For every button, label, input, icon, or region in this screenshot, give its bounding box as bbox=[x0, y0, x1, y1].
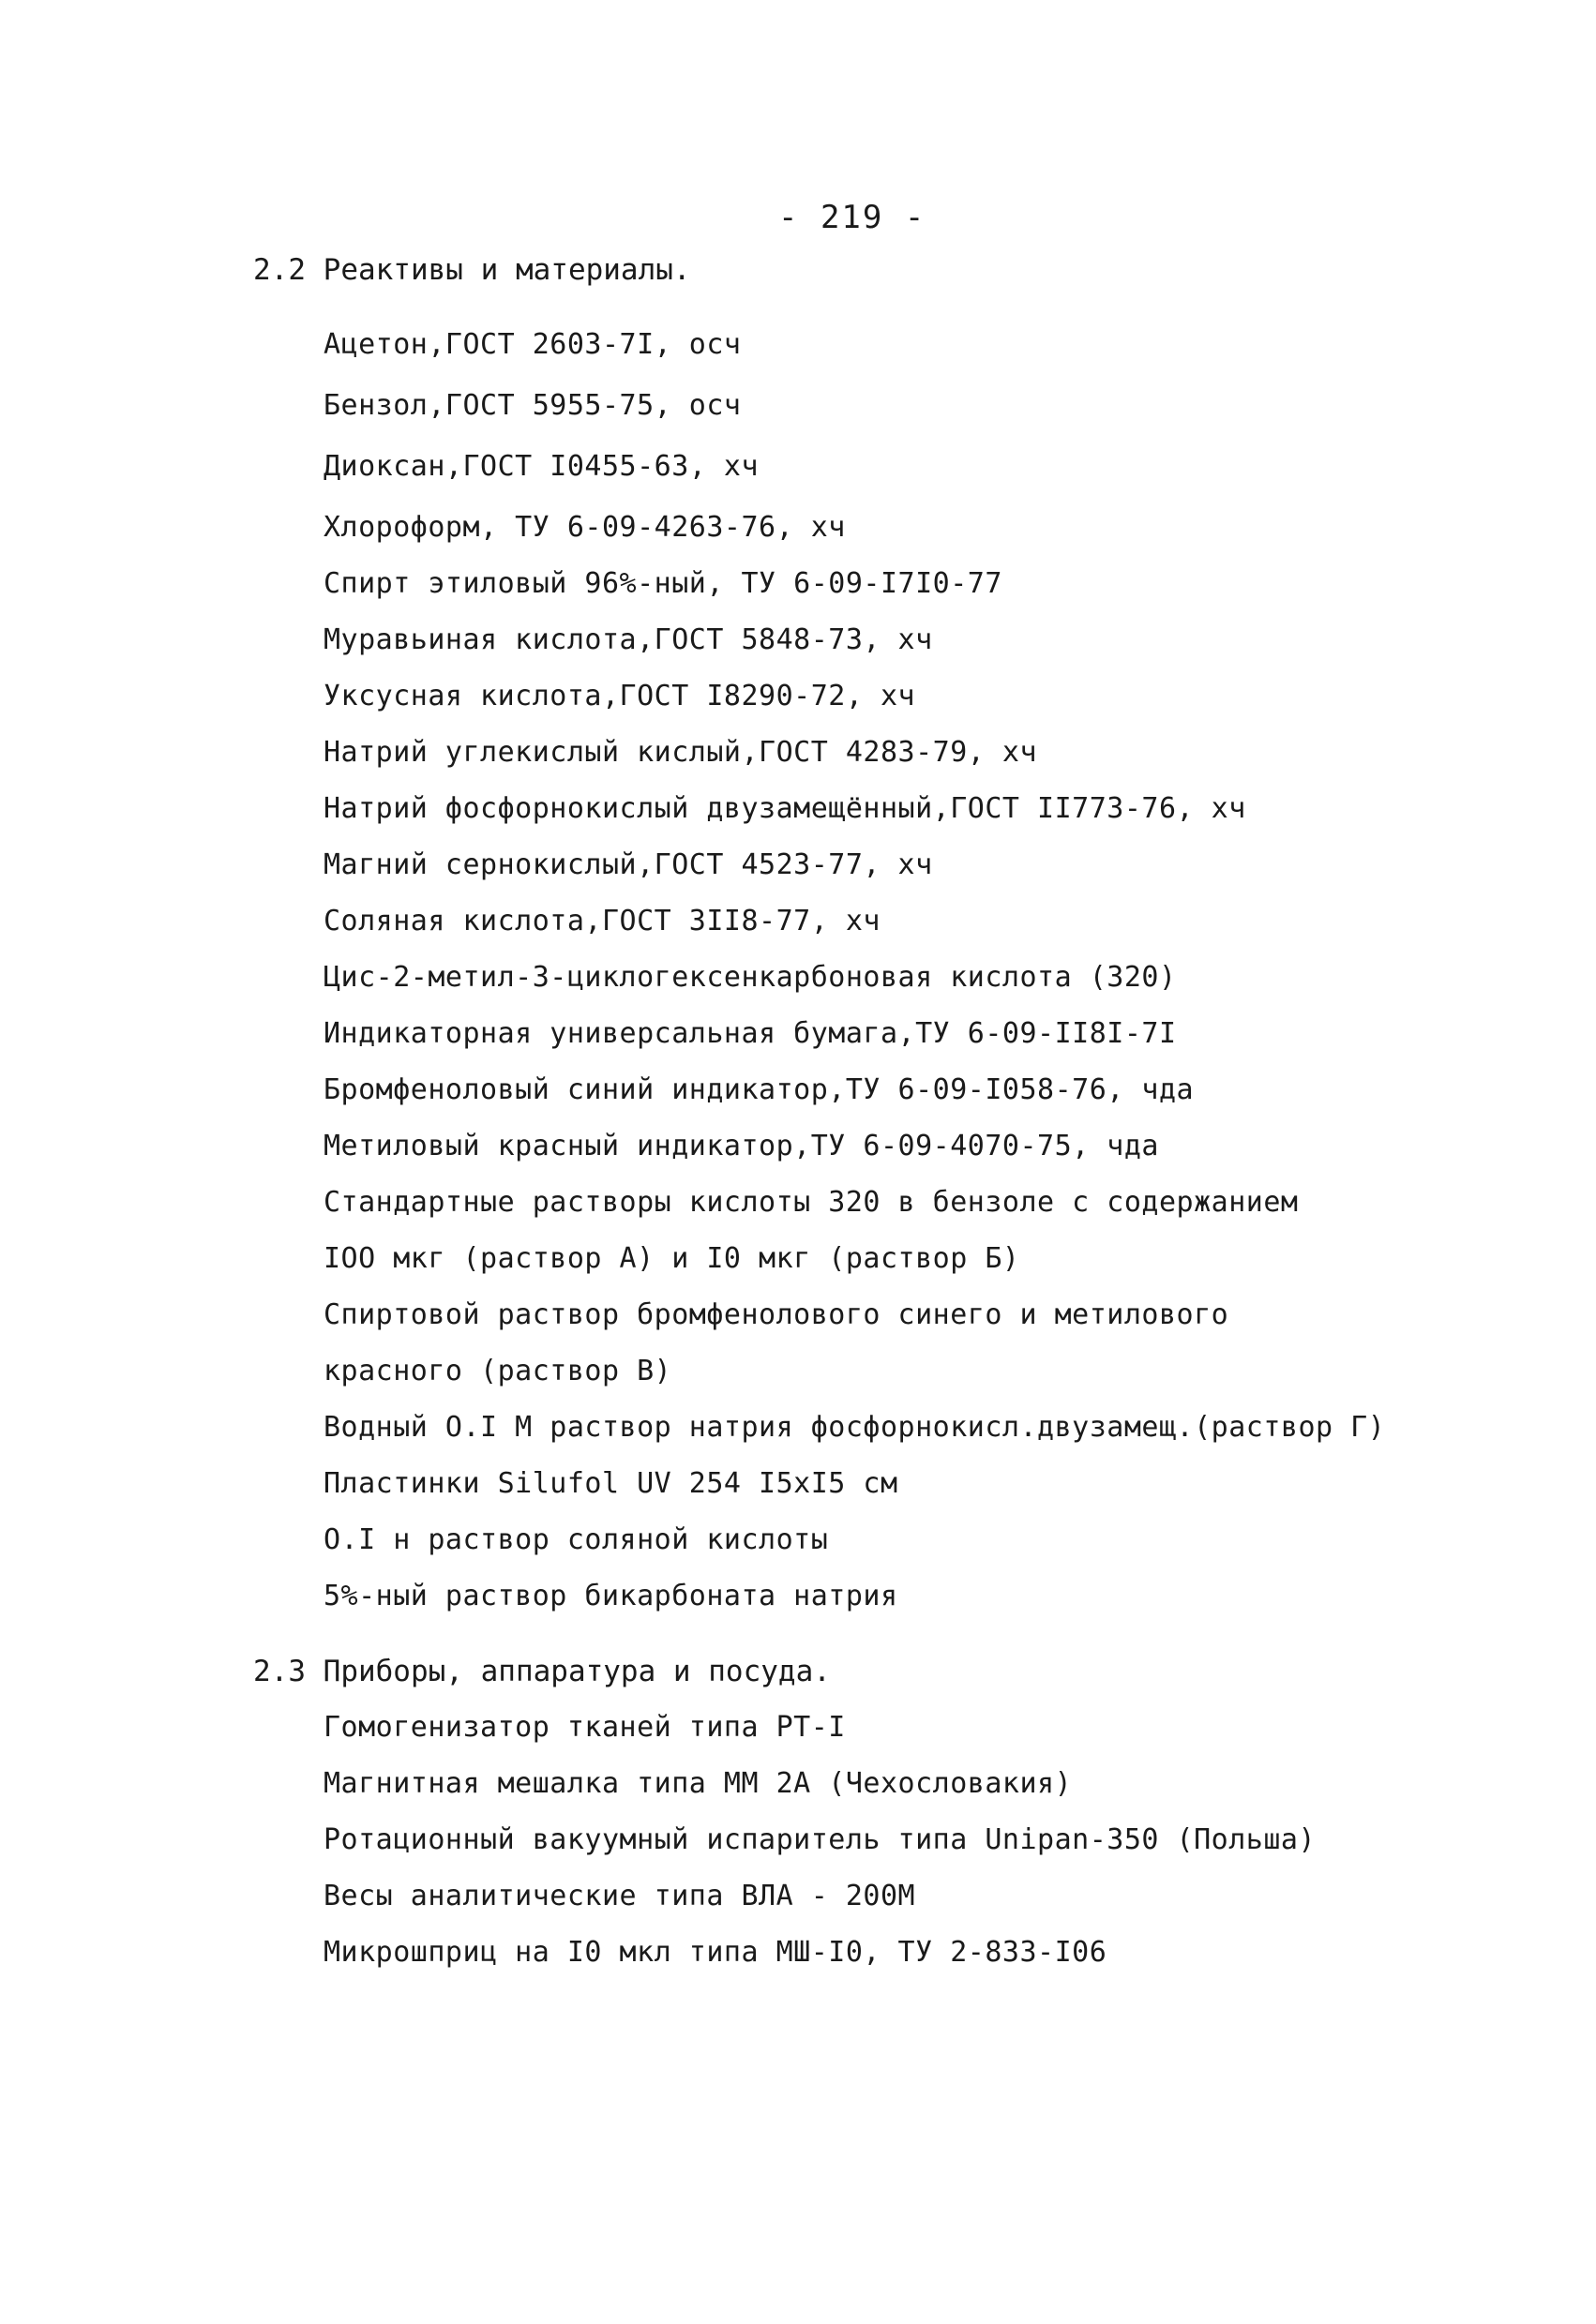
list-item: Диоксан,ГОСТ I0455-63, хч bbox=[324, 450, 760, 483]
list-item: Натрий фосфорнокислый двузамещённый,ГОСТ II773-76, хч bbox=[324, 792, 1246, 825]
list-item: Метиловый красный индикатор,ТУ 6-09-4070-75, чда bbox=[324, 1130, 1159, 1162]
list-item: Хлороформ, ТУ 6-09-4263-76, хч bbox=[324, 511, 846, 544]
list-item: Гомогенизатор тканей типа РТ-I bbox=[324, 1711, 846, 1744]
section-heading-reagents: 2.2 Реактивы и материалы. bbox=[253, 253, 691, 287]
list-item: Магнитная мешалка типа ММ 2А (Чехословакия) bbox=[324, 1767, 1073, 1800]
list-item: Водный О.I М раствор натрия фосфорнокисл.двузамещ.(раствор Г) bbox=[324, 1411, 1386, 1444]
list-item: Цис-2-метил-3-циклогексенкарбоновая кислота (320) bbox=[324, 961, 1177, 994]
page-number: - 219 - bbox=[778, 199, 926, 236]
list-item: Бензол,ГОСТ 5955-75, осч bbox=[324, 389, 742, 422]
section-heading-equipment: 2.3 Приборы, аппаратура и посуда. bbox=[253, 1655, 831, 1688]
list-item: Ротационный вакуумный испаритель типа Unipan-350 (Польша) bbox=[324, 1823, 1317, 1856]
list-item: Весы аналитические типа ВЛА - 200М bbox=[324, 1880, 916, 1912]
list-item: Индикаторная универсальная бумага,ТУ 6-09-II8I-7I bbox=[324, 1017, 1177, 1050]
list-item: Спиртовой раствор бромфенолового синего и метилового bbox=[324, 1298, 1229, 1331]
list-item: Ацетон,ГОСТ 2603-7I, осч bbox=[324, 328, 742, 361]
list-item: О.I н раствор соляной кислоты bbox=[324, 1523, 829, 1556]
list-item: Бромфеноловый синий индикатор,ТУ 6-09-I058-76, чда bbox=[324, 1073, 1195, 1106]
list-item: Магний сернокислый,ГОСТ 4523-77, хч bbox=[324, 848, 933, 881]
list-item: Спирт этиловый 96%-ный, ТУ 6-09-I7I0-77 bbox=[324, 567, 1002, 600]
list-item: Уксусная кислота,ГОСТ I8290-72, хч bbox=[324, 680, 916, 712]
list-item: 5%-ный раствор бикарбоната натрия bbox=[324, 1580, 898, 1612]
list-item: Микрошприц на I0 мкл типа МШ-I0, ТУ 2-833-I06 bbox=[324, 1936, 1107, 1969]
list-item: Натрий углекислый кислый,ГОСТ 4283-79, хч bbox=[324, 736, 1038, 769]
list-item: Стандартные растворы кислоты 320 в бензоле с содержанием bbox=[324, 1186, 1299, 1219]
list-item: красного (раствор В) bbox=[324, 1355, 672, 1387]
list-item: IОО мкг (раствор А) и I0 мкг (раствор Б) bbox=[324, 1242, 1020, 1275]
list-item: Соляная кислота,ГОСТ 3II8-77, хч bbox=[324, 905, 881, 937]
list-item: Пластинки Silufol UV 254 I5xI5 см bbox=[324, 1467, 898, 1500]
list-item: Муравьиная кислота,ГОСТ 5848-73, хч bbox=[324, 623, 933, 656]
